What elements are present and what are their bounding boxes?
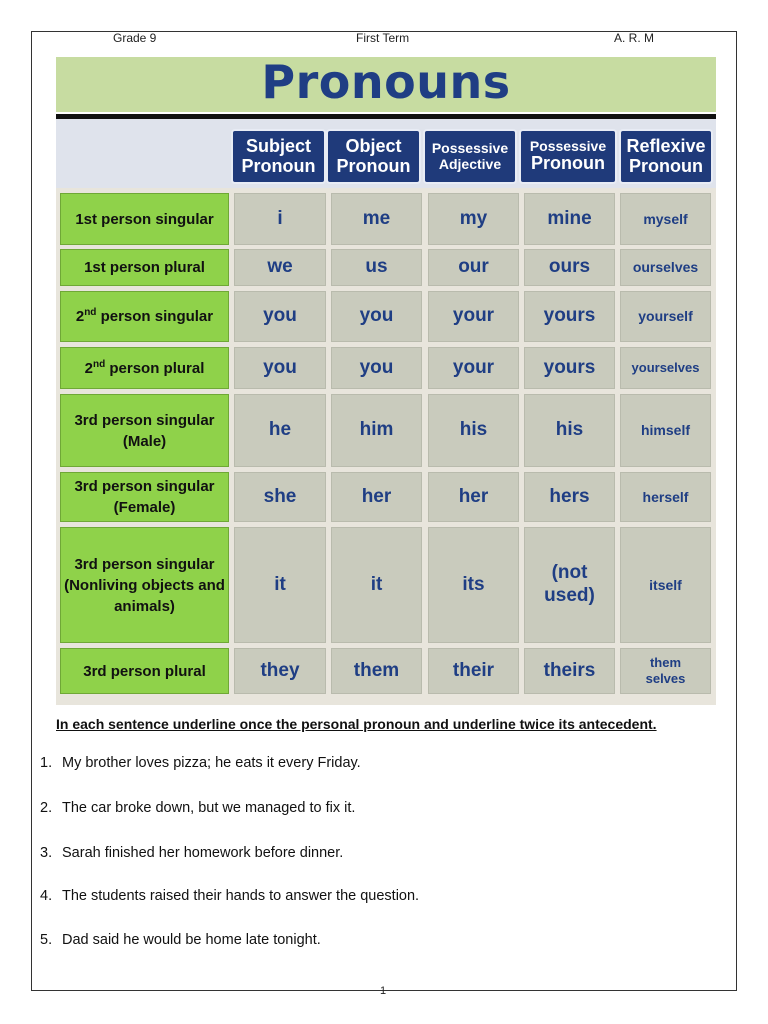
pronoun-cell: our bbox=[428, 249, 519, 286]
pronoun-cell: you bbox=[234, 291, 326, 342]
sentence-number: 5. bbox=[40, 932, 53, 948]
sentence-3 bbox=[40, 845, 343, 861]
sentence-5 bbox=[40, 932, 321, 948]
pronoun-cell: yours bbox=[524, 347, 615, 389]
row-label-text: 3rd person singular (Female) bbox=[74, 478, 215, 516]
column-header-line: Possessive bbox=[529, 137, 607, 154]
pronoun-cell: you bbox=[331, 291, 422, 342]
row-label bbox=[60, 472, 229, 522]
page-number: 1 bbox=[380, 985, 387, 997]
pronoun-cell: she bbox=[234, 472, 326, 522]
pronoun-cell: them selves bbox=[620, 648, 711, 694]
row-label bbox=[60, 648, 229, 694]
row-label-text: 3rd person plural bbox=[83, 662, 206, 680]
row-label-text: 3rd person singular (Nonliving objects and animals) bbox=[64, 555, 225, 615]
row-label bbox=[60, 193, 229, 245]
column-header-line: Subject bbox=[245, 135, 311, 156]
column-header-reflexive-pronoun bbox=[619, 129, 713, 184]
pronoun-cell: yourselves bbox=[620, 347, 711, 389]
pronoun-cell: him bbox=[331, 394, 422, 467]
column-header-line: Pronoun bbox=[241, 155, 316, 176]
sentence-number: 4. bbox=[40, 888, 53, 904]
pronoun-cell: my bbox=[428, 193, 519, 245]
sentence-1 bbox=[40, 755, 361, 771]
column-header-line: Possessive bbox=[431, 140, 509, 157]
pronoun-cell: yourself bbox=[620, 291, 711, 342]
pronoun-cell: their bbox=[428, 648, 519, 694]
ordinal-suffix: nd bbox=[92, 358, 106, 370]
sentence-text: The car broke down, but we managed to fix it. bbox=[62, 800, 356, 816]
row-label bbox=[60, 291, 229, 342]
header-author: A. R. M bbox=[614, 31, 655, 45]
pronoun-cell: it bbox=[331, 527, 422, 643]
column-header-line: Object bbox=[345, 135, 402, 156]
sentence-number: 1. bbox=[40, 755, 53, 771]
pronoun-cell: ours bbox=[524, 249, 615, 286]
pronoun-cell: me bbox=[331, 193, 422, 245]
pronoun-cell: ourselves bbox=[620, 249, 711, 286]
pronoun-cell: them bbox=[331, 648, 422, 694]
column-header-possessive-adjective bbox=[423, 129, 517, 184]
column-header-line: Pronoun bbox=[531, 153, 605, 174]
column-header-line: Pronoun bbox=[336, 155, 411, 176]
header-term: First Term bbox=[356, 31, 410, 45]
header-grade: Grade 9 bbox=[113, 31, 157, 45]
sentence-text: The students raised their hands to answer the question. bbox=[62, 888, 420, 904]
chart-title: Pronouns bbox=[261, 55, 511, 109]
pronoun-cell: i bbox=[234, 193, 326, 245]
pronoun-cell: you bbox=[331, 347, 422, 389]
sentence-text: Sarah finished her homework before dinner. bbox=[62, 845, 344, 861]
row-label-text: 2nd person plural bbox=[84, 358, 205, 377]
pronoun-cell: itself bbox=[620, 527, 711, 643]
pronoun-cell: (not used) bbox=[524, 527, 615, 643]
row-label bbox=[60, 249, 229, 286]
column-header-line: Reflexive bbox=[626, 135, 706, 156]
sentence-2 bbox=[40, 800, 355, 816]
pronoun-cell: he bbox=[234, 394, 326, 467]
column-header-possessive-pronoun bbox=[519, 129, 617, 184]
sentence-number: 2. bbox=[40, 800, 53, 816]
pronoun-cell: theirs bbox=[524, 648, 615, 694]
row-label-text: 1st person singular bbox=[75, 210, 214, 228]
ordinal-suffix: nd bbox=[84, 307, 97, 318]
pronoun-cell: herself bbox=[620, 472, 711, 522]
pronoun-cell: its bbox=[428, 527, 519, 643]
pronoun-cell: her bbox=[331, 472, 422, 522]
pronoun-cell: it bbox=[234, 527, 326, 643]
pronouns-chart bbox=[56, 57, 716, 705]
pronoun-cell: mine bbox=[524, 193, 615, 245]
column-header-line: Pronoun bbox=[629, 155, 703, 176]
pronoun-cell: us bbox=[331, 249, 422, 286]
column-header-line: Adjective bbox=[438, 155, 502, 172]
pronoun-cell: his bbox=[428, 394, 519, 467]
pronoun-cell: you bbox=[234, 347, 326, 389]
sentence-number: 3. bbox=[40, 845, 53, 861]
row-label-text: 3rd person singular (Male) bbox=[74, 411, 215, 450]
pronoun-cell: hers bbox=[524, 472, 615, 522]
row-label-text: 1st person plural bbox=[84, 259, 205, 276]
pronoun-cell: himself bbox=[620, 394, 711, 467]
row-label-text: 2nd person singular bbox=[75, 307, 214, 325]
pronoun-cell: yours bbox=[524, 291, 615, 342]
row-label bbox=[60, 347, 229, 389]
column-header-object-pronoun bbox=[326, 129, 421, 184]
pronoun-cell: myself bbox=[620, 193, 711, 245]
sentence-4 bbox=[40, 888, 419, 904]
pronoun-cell: your bbox=[428, 291, 519, 342]
pronoun-cell: your bbox=[428, 347, 519, 389]
sentence-text: Dad said he would be home late tonight. bbox=[62, 932, 321, 948]
column-header-subject-pronoun bbox=[231, 129, 326, 184]
sentence-text: My brother loves pizza; he eats it every Friday. bbox=[62, 755, 361, 771]
pronoun-cell: they bbox=[234, 648, 326, 694]
pronoun-cell: we bbox=[234, 249, 326, 286]
pronoun-cell: his bbox=[524, 394, 615, 467]
exercise-instruction: In each sentence underline once the personal pronoun and underline twice its antecedent. bbox=[56, 716, 657, 732]
row-label bbox=[60, 394, 229, 467]
pronoun-cell: her bbox=[428, 472, 519, 522]
row-label bbox=[60, 527, 229, 643]
